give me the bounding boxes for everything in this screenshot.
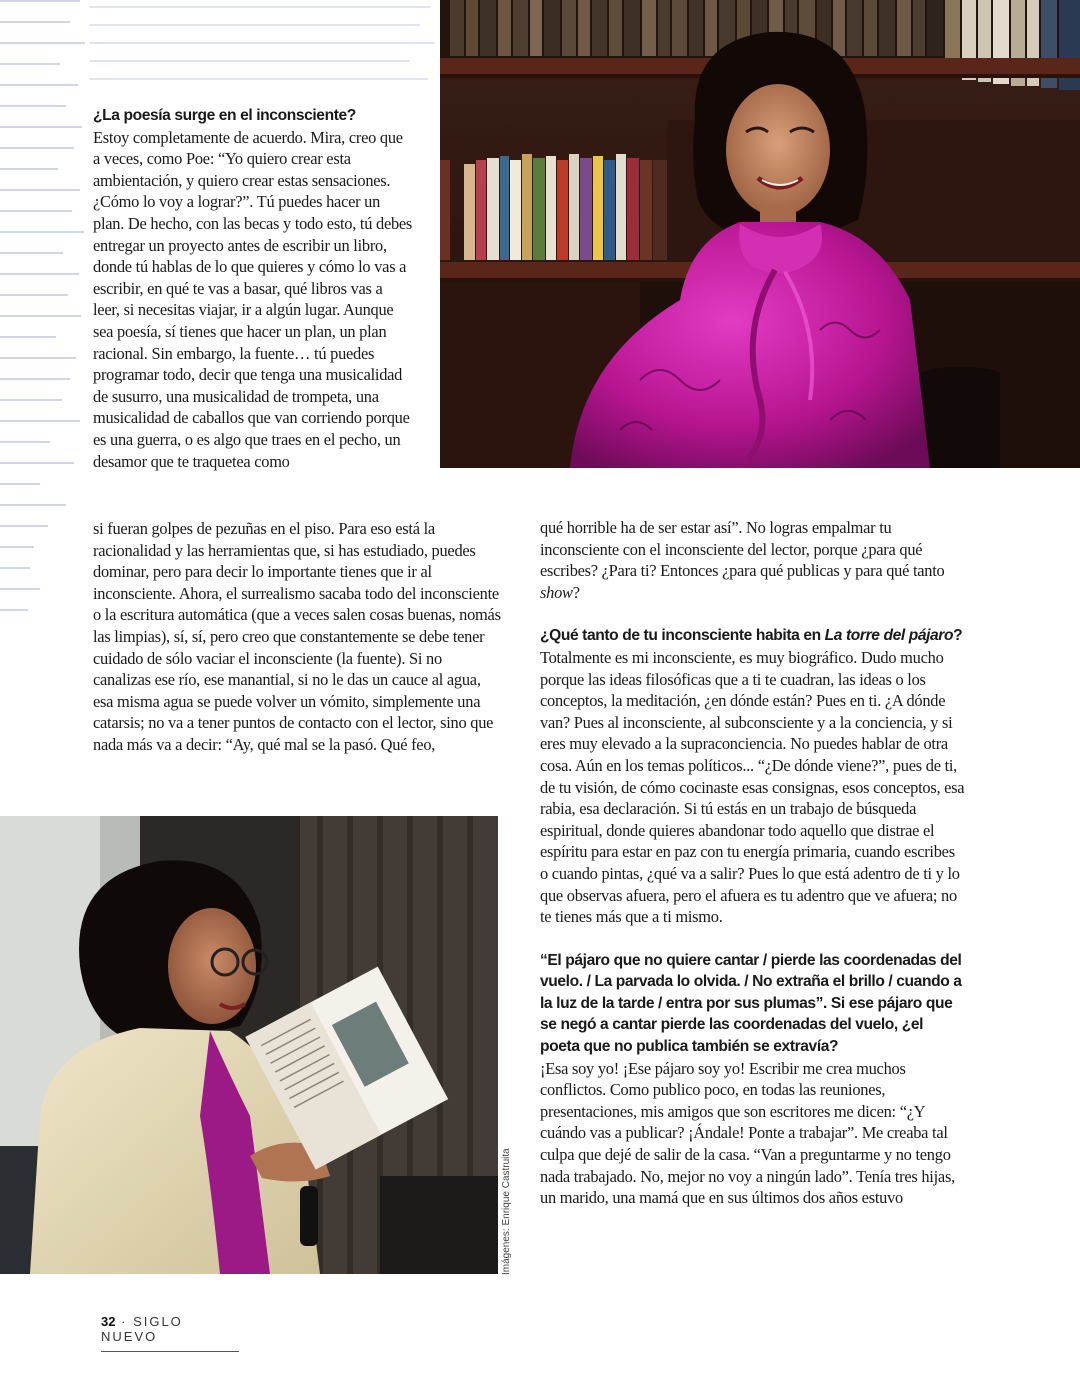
photo-poet-reading (0, 816, 498, 1274)
column-left-top (93, 105, 413, 472)
answer-1-part-1: Estoy completamente de acuerdo. Mira, creo que a veces, como Poe: “Yo quiero crear esta ambientación, y quiero crear estas sensaciones. ¿Cómo lo voy a lograr?”. Tú puedes hacer un plan. De hecho, con las becas y todo esto, tú debes entregar un proyecto antes de escribir un libro, donde tú hablas de lo que quieres y cómo lo vas a escribir, en qué te vas a basar, qué libros vas a leer, si necesitas viajar, ir a algún lugar. Aunque sea poesía, sí tienes que hacer un plan, un plan racional. Sin embargo, la fuente… tú puedes programar todo, decir que tenga una musicalidad de susurro, una musicalidad de trompeta, una musicalidad de caballos que van corriendo porque es una guerra, o es algo que traes en el pecho, un desamor que te traquetea como (93, 127, 413, 471)
show-through-text-left (0, 0, 90, 700)
book-title: La torre del pájaro (824, 627, 954, 645)
answer-1-part-3: qué horrible ha de ser estar así”. No logras empalmar tu inconsciente con el inconsciente del lector, porque ¿para qué escribes? ¿Para ti? Entonces ¿para qué publicas y para qué tanto show? (540, 518, 945, 602)
show-word: show (540, 582, 573, 602)
page-number: 32 (101, 1314, 116, 1329)
photo-poet-bookshelf-illustration (440, 0, 1080, 468)
answer-1-part-2: si fueran golpes de pezuñas en el piso. Para eso está la racionalidad y las herramientas que, si has estudiado, puedes dominar, pero para decir lo importante tienes que ir al inconsciente. Ahora, el surrealismo sacaba todo del inconsciente o la escritura automática (que a veces salen cosas buenas, nomás las limpias), sí, sí, pero creo que constantemente se debe tener cuidado de sólo vaciar el inconsciente (la fuente). Si no canalizas ese río, ese manantial, si no le das un cauce al agua, esa misma agua se puede volver un vómito, simplemente una catarsis; no va a tener puntos de contacto con el lector, sino que nada más va a decir: “Ay, qué mal se la pasó. Qué feo, (93, 519, 501, 754)
question-3: “El pájaro que no quiere cantar / pierde las coordenadas del vuelo. / La parvada lo olvida. / No extraña el brillo / cuando a la luz de la tarde / entra por sus plumas”. Si ese pájaro que se negó a cantar pierde las coordenadas del vuelo, ¿el poeta que no publica también se extravía? (540, 951, 962, 1056)
page-footer (101, 1314, 239, 1352)
footer-separator: · (121, 1314, 128, 1329)
magazine-name: SIGLO NUEVO (101, 1314, 183, 1344)
show-through-text-top (90, 0, 440, 110)
answer-3: ¡Esa soy yo! ¡Ese pájaro soy yo! Escribir me crea muchos conflictos. Como publico poco, en todas las reuniones, presentaciones, mis amigos que son escritores me dicen: “¿Y cuándo vas a publicar? ¡Ándale! Ponte a trabajar”. Me creaba tal culpa que dejé de salir de la casa. “Van a preguntarme y no tengo nada trabajado. No, mejor no voy a ningún lado”. Tenía tres hijas, un marido, una mamá que en sus últimos dos años estuvo (540, 1058, 955, 1208)
column-right (540, 517, 965, 1209)
question-1: ¿La poesía surge en el inconsciente? (93, 107, 356, 124)
image-credit: Imágenes: Enrique Castruita (501, 1148, 512, 1275)
answer-2: Totalmente es mi inconsciente, es muy biográfico. Dudo mucho porque las ideas filosóficas que a ti te cuadran, las ideas o los conceptos, la meditación, ¿en dónde están? Pues en ti. ¿A dónde van? Pues al inconsciente, al subconsciente y a la conciencia, y si eres muy elevado a la supraconciencia. No puedes hablar de otra cosa. Aún en los temas políticos... “¿De dónde viene?”, pues de ti, de tu visión, de cómo cocinaste esas consignas, esos conceptos, esa rabia, esa declaración. Si tú estás en un trabajo de búsqueda espiritual, donde quieres abandonar todo aquello que distrae el espíritu para estar en paz con tu energía primaria, cuando escribes o cuando pintas, ¿qué va a salir? Pues lo que está adentro de ti y lo que observas afuera, pero el afuera es tu adentro que ve afuera; no te tienes más que a ti mismo. (540, 647, 965, 927)
column-left-bottom (93, 518, 501, 756)
question-2: ¿Qué tanto de tu inconsciente habita en La torre del pájaro? (540, 627, 963, 645)
photo-poet-bookshelf (440, 0, 1080, 468)
photo-poet-reading-illustration (0, 816, 498, 1274)
